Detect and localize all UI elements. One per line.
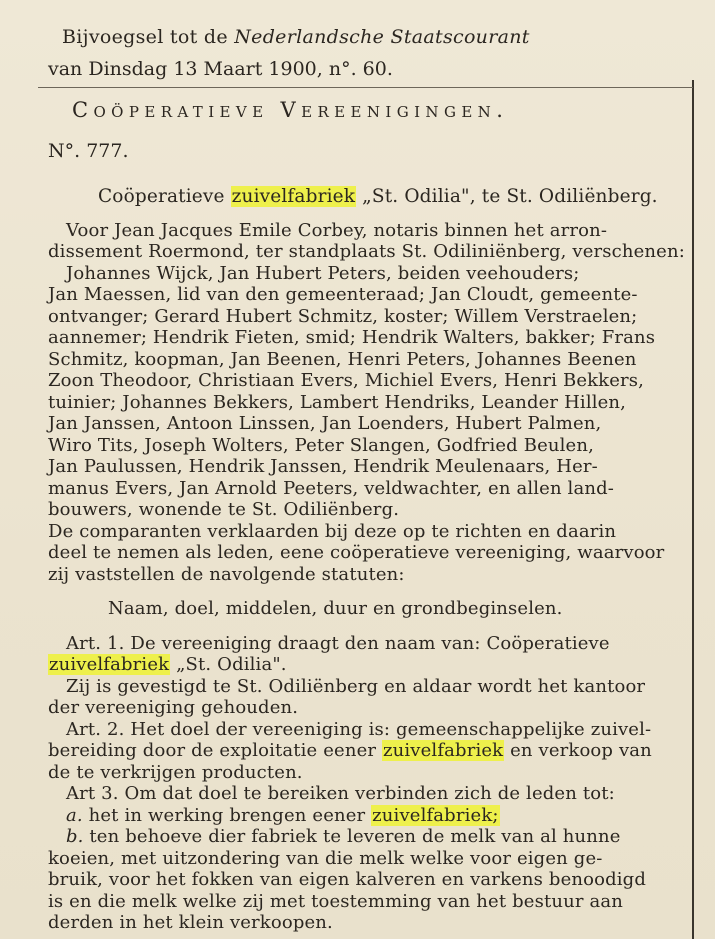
text-fragment: bereiding door de exploitatie eener — [48, 740, 377, 761]
text-fragment: het in werking brengen eener — [88, 805, 366, 826]
text-line: bruik, voor het fokken van eigen kalveren en varkens benoodigd — [48, 869, 647, 890]
text-fragment: en verkoop van — [510, 740, 652, 761]
text-line: zij vaststellen de navolgende statuten: — [48, 564, 405, 585]
text-line: manus Evers, Jan Arnold Peeters, veldwachter, en allen land- — [48, 478, 614, 499]
section-title: Coöperatieve Vereenigingen. — [72, 98, 509, 122]
title-prefix: Coöperatieve — [98, 186, 225, 207]
notice-title — [98, 186, 658, 207]
text-line: ontvanger; Gerard Hubert Schmitz, koster; Willem Verstraelen; — [48, 306, 638, 327]
text-line: der vereeniging gehouden. — [48, 697, 299, 718]
text-fragment: ten behoeve dier fabriek te leveren de melk van al hunne — [89, 826, 621, 847]
notice-number: N°. 777. — [48, 140, 129, 162]
column-rule-vertical — [692, 80, 694, 939]
text-line: koeien, met uitzondering van die melk welke voor eigen ge- — [48, 848, 603, 869]
text-line: De comparanten verklaarden bij deze op te richten en daarin — [48, 521, 617, 542]
search-highlight: zuivelfabriek; — [372, 805, 499, 826]
search-highlight: zuivelfabriek — [383, 740, 504, 761]
text-line: bouwers, wonende te St. Odiliënberg. — [48, 499, 400, 520]
item-label: b. — [66, 826, 84, 847]
supplement-header — [62, 26, 530, 48]
item-label: a. — [66, 805, 83, 826]
supplement-prefix: Bijvoegsel tot de — [62, 26, 228, 48]
text-line — [66, 805, 500, 826]
text-line: is en die melk welke zij met toestemming van het bestuur aan — [48, 891, 623, 912]
text-line — [48, 740, 652, 761]
text-line: Art. 2. Het doel der vereeniging is: gemeenschappelijke zuivel- — [66, 719, 652, 740]
text-line: deel te nemen als leden, eene coöperatieve vereeniging, waarvoor — [48, 542, 665, 563]
text-line: aannemer; Hendrik Fieten, smid; Hendrik Walters, bakker; Frans — [48, 327, 656, 348]
text-line: Johannes Wijck, Jan Hubert Peters, beiden veehouders; — [66, 263, 580, 284]
text-line: Schmitz, koopman, Jan Beenen, Henri Peters, Johannes Beenen — [48, 349, 637, 370]
issue-date: van Dinsdag 13 Maart 1900, n°. 60. — [48, 58, 393, 80]
search-highlight: zuivelfabriek — [49, 654, 170, 675]
text-line: Zoon Theodoor, Christiaan Evers, Michiel Evers, Henri Bekkers, — [48, 370, 645, 391]
text-line: Art. 1. De vereeniging draagt den naam van: Coöperatieve — [66, 633, 610, 654]
text-line — [66, 826, 621, 847]
text-line: Voor Jean Jacques Emile Corbey, notaris binnen het arron- — [66, 220, 608, 241]
text-line: Jan Maessen, lid van den gemeenteraad; Jan Cloudt, gemeente- — [48, 284, 638, 305]
text-line: Jan Paulussen, Hendrik Janssen, Hendrik Meulenaars, Her- — [48, 456, 598, 477]
text-line: tuinier; Johannes Bekkers, Lambert Hendriks, Leander Hillen, — [48, 392, 627, 413]
subheading: Naam, doel, middelen, duur en grondbeginselen. — [108, 598, 563, 619]
text-line — [48, 654, 287, 675]
text-line: Zij is gevestigd te St. Odiliënberg en aldaar wordt het kantoor — [66, 676, 646, 697]
title-suffix: „St. Odilia", te St. Odiliënberg. — [362, 186, 658, 207]
text-line: Jan Janssen, Antoon Linssen, Jan Loenders, Hubert Palmen, — [48, 413, 602, 434]
text-line: Art 3. Om dat doel te bereiken verbinden zich de leden tot: — [66, 783, 615, 804]
text-line: Wiro Tits, Joseph Wolters, Peter Slangen, Godfried Beulen, — [48, 435, 594, 456]
text-line: de te verkrijgen producten. — [48, 762, 303, 783]
search-highlight: zuivelfabriek — [231, 186, 356, 207]
text-line: dissement Roermond, ter standplaats St. Odiliniënberg, verschenen: — [48, 241, 685, 262]
header-rule — [38, 87, 693, 88]
text-fragment: „St. Odilia". — [176, 654, 287, 675]
gazette-name: Nederlandsche Staatscourant — [234, 26, 530, 48]
text-line: derden in het klein verkoopen. — [48, 912, 333, 933]
